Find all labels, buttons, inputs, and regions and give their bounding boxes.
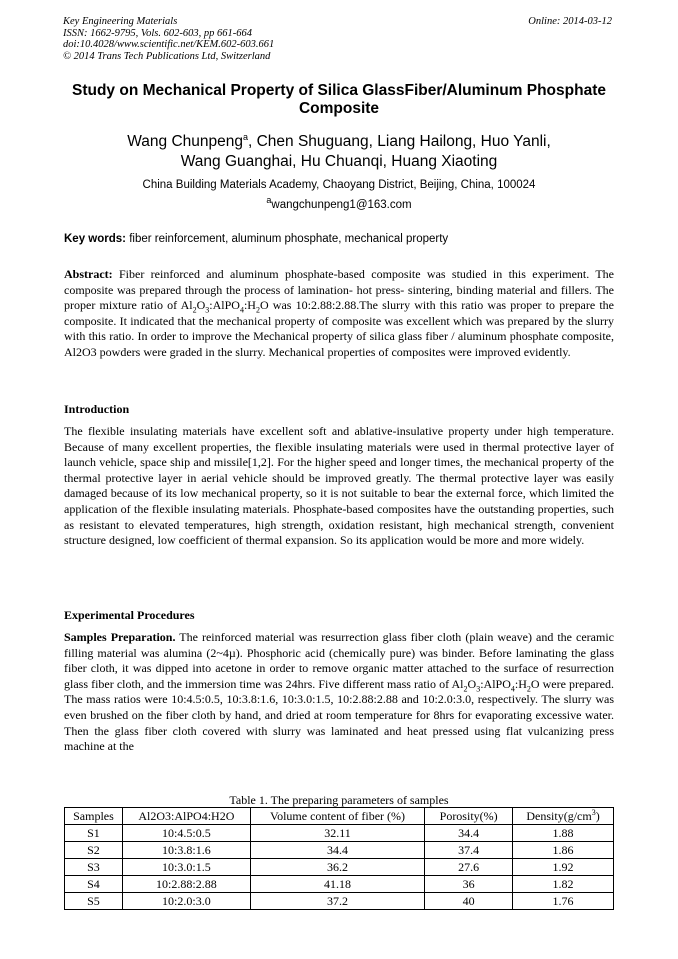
cell-density: 1.86 — [513, 842, 614, 859]
experimental-heading: Experimental Procedures — [64, 608, 195, 622]
table-row — [65, 842, 614, 859]
cell-porosity: 34.4 — [425, 825, 513, 842]
samples-text: O — [467, 676, 477, 691]
cell-ratio: 10:4.5:0.5 — [122, 825, 250, 842]
abstract-text: Fiber reinforced and aluminum phosphate-based composite was studied in this experiment. The composite was prepared through the process of lamination- hot press- sintering, binding material and fillers. The proper mixture ratio of Al — [64, 267, 614, 313]
cell-porosity: 40 — [425, 893, 513, 910]
cell-volume: 36.2 — [250, 859, 424, 876]
cell-density: 1.88 — [513, 825, 614, 842]
abstract-text: O was 10:2.88:2.88.The slurry with this ratio was proper to prepare the composite. It indicated that the mechanical property of composite was excellent which was prepared by the slurry with this ratio. In order to improve the Mechanical property of silica glass fiber / aluminum phosphate composite, Al2O3 powders were graded in the slurry. Mechanical properties of composites were improved evidently. — [64, 298, 614, 359]
samples-text: :AlPO — [480, 676, 511, 691]
email-mark: a — [266, 195, 272, 206]
density-sup: 3 — [591, 807, 596, 817]
email-line — [50, 195, 628, 212]
copyright-line: © 2014 Trans Tech Publications Ltd, Switzerland — [63, 50, 271, 62]
subscript: 2 — [192, 305, 197, 315]
journal-info — [63, 16, 274, 62]
affiliation: China Building Materials Academy, Chaoyang District, Beijing, China, 100024 — [142, 179, 536, 191]
table-row — [65, 876, 614, 893]
subscript: 4 — [239, 305, 244, 315]
co-authors-1: , Chen Shuguang, Liang Hailong, Huo Yanli, — [248, 133, 551, 150]
header-porosity: Porosity(%) — [425, 808, 513, 825]
keywords — [64, 233, 448, 245]
cell-ratio: 10:2.88:2.88 — [122, 876, 250, 893]
issn-line: ISSN: 1662-9795, Vols. 602-603, pp 661-664 — [63, 27, 252, 39]
cell-porosity: 36 — [425, 876, 513, 893]
parameters-table — [64, 807, 614, 910]
doi-line: doi:10.4028/www.scientific.net/KEM.602-603.661 — [63, 39, 275, 50]
cell-density: 1.92 — [513, 859, 614, 876]
subscript: 4 — [510, 684, 515, 694]
header-ratio: Al2O3:AlPO4:H2O — [122, 808, 250, 825]
cell-volume: 37.2 — [250, 893, 424, 910]
header-density — [513, 808, 614, 825]
abstract-text: :AlPO — [209, 298, 240, 313]
density-label: Density(g/cm — [526, 808, 592, 823]
cell-volume: 32.11 — [250, 825, 424, 842]
cell-porosity: 37.4 — [425, 842, 513, 859]
subscript: 2 — [255, 305, 260, 315]
subscript: 2 — [463, 684, 468, 694]
subscript: 2 — [526, 684, 531, 694]
cell-porosity: 27.6 — [425, 859, 513, 876]
author-line-1 — [50, 132, 628, 152]
subscript: 3 — [476, 684, 481, 694]
table-header-row — [65, 808, 614, 825]
author-list — [50, 132, 628, 171]
cell-volume: 34.4 — [250, 842, 424, 859]
keywords-label: Key words: — [64, 233, 126, 245]
samples-text: :H — [514, 676, 527, 691]
table-row — [65, 825, 614, 842]
table-row — [65, 859, 614, 876]
density-close: ) — [595, 808, 600, 823]
cell-density: 1.82 — [513, 876, 614, 893]
abstract-text: :H — [243, 298, 256, 313]
table-row — [65, 893, 614, 910]
introduction-text: The flexible insulating materials have excellent soft and ablative-insulative property under high temperature. Because of many excellent properties, the flexible insulating materials were used in thermal protective layer of launch vehicle, space ship and missile[1,2]. For the higher speed and longer times, the mechanical property of the thermal protective layer in aerial vehicle should be improved greatly. The thermal protective layer was easily damaged because of its low mechanical property, so it is not suitable to bear the external force, which limited the application of the flexible insulating materials. Phosphate-based composites have the outstanding properties, such as resistant to elevated temperatures, high strength, oxidation resistant, high mechanical strength, convenient structure designed, low coefficient of thermal expansion. So its application would be more and more widely. — [64, 424, 614, 548]
first-author: Wang Chunpeng — [127, 133, 243, 150]
journal-name: Key Engineering Materials — [63, 16, 178, 27]
cell-ratio: 10:3.0:1.5 — [122, 859, 250, 876]
samples-preparation — [64, 630, 614, 755]
cell-sample: S5 — [65, 893, 123, 910]
samples-text: O were prepared. The mass ratios were 10:4.5:0.5, 10:3.8:1.6, 10:3.0:1.5, 10:2.88:2.88 and 10:2.0:3.0, respectively. The slurry was even brushed on the fiber cloth by hand, and dried at room temperature for 8hrs for evaporating excessive water. Then the glass fiber cloth covered with slurry was laminated and heat pressed using flat vulcanizing press machine at the — [64, 676, 614, 754]
cell-volume: 41.18 — [250, 876, 424, 893]
cell-sample: S1 — [65, 825, 123, 842]
cell-ratio: 10:2.0:3.0 — [122, 893, 250, 910]
cell-density: 1.76 — [513, 893, 614, 910]
paper-title: Study on Mechanical Property of Silica GlassFiber/Aluminum Phosphate Composite — [71, 82, 606, 117]
cell-sample: S4 — [65, 876, 123, 893]
keywords-text: fiber reinforcement, aluminum phosphate, mechanical property — [129, 233, 449, 245]
header-samples: Samples — [65, 808, 123, 825]
abstract-text: O — [196, 298, 206, 313]
cell-ratio: 10:3.8:1.6 — [122, 842, 250, 859]
author-affil-mark: a — [242, 131, 248, 142]
samples-label: Samples Preparation. — [64, 630, 176, 644]
table-caption: Table 1. The preparing parameters of samples — [229, 793, 449, 807]
samples-text: The reinforced material was resurrection glass fiber cloth (plain weave) and the ceramic filling material was alumina (2~4µ). Phosphoric acid (chemically pure) was binder. Before laminating the glass fiber cloth, it was dipped into acetone in order to remove organic matter attached to the surface of resurrection glass fiber cloth, and the immersion time was 24hrs. Five different mass ratio of Al — [64, 630, 614, 691]
cell-sample: S2 — [65, 842, 123, 859]
subscript: 3 — [205, 305, 210, 315]
online-date: Online: 2014-03-12 — [528, 16, 612, 27]
abstract — [64, 267, 614, 361]
email-address: wangchunpeng1@163.com — [271, 199, 412, 211]
abstract-label: Abstract: — [64, 267, 113, 281]
header-volume-content: Volume content of fiber (%) — [250, 808, 424, 825]
cell-sample: S3 — [65, 859, 123, 876]
introduction-heading: Introduction — [64, 402, 130, 416]
author-line-2: Wang Guanghai, Hu Chuanqi, Huang Xiaoting — [180, 152, 498, 170]
